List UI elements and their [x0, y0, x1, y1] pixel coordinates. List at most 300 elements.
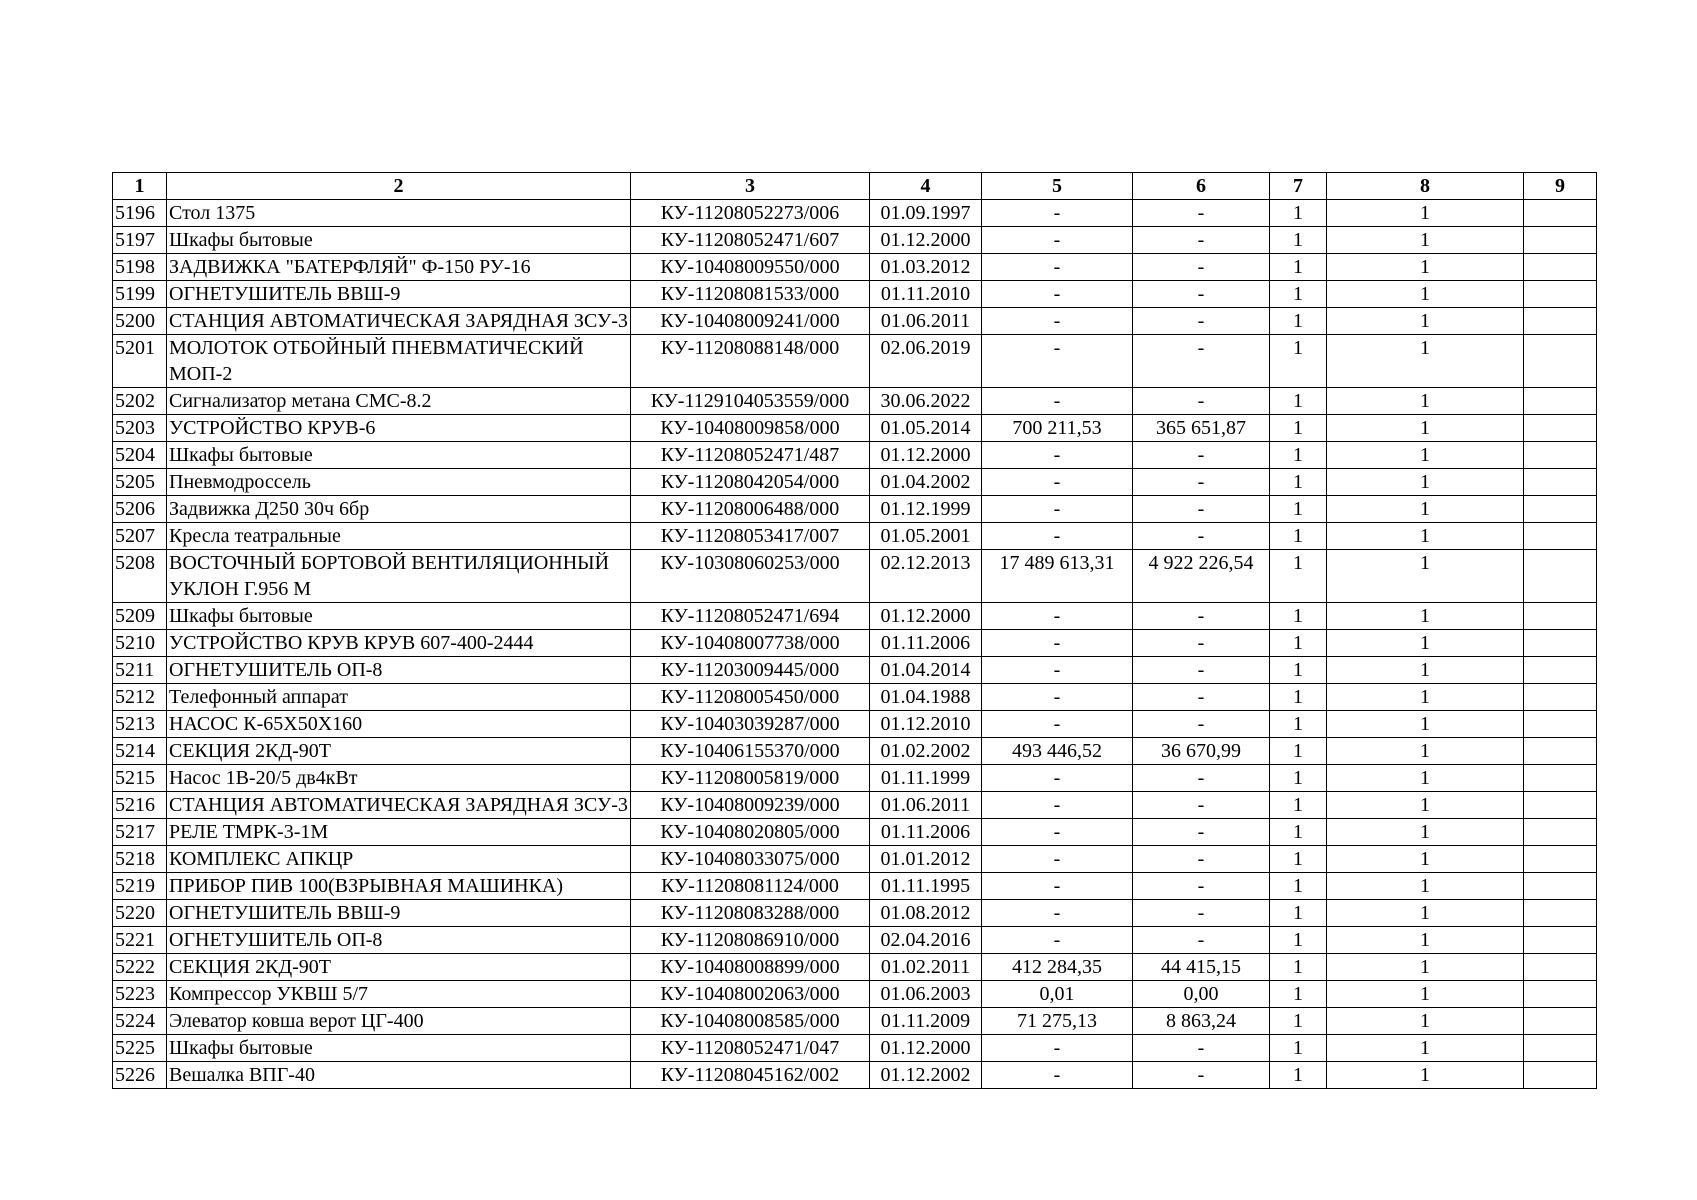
cell-date: 01.04.2002 [870, 469, 982, 496]
cell-qty-7: 1 [1270, 792, 1327, 819]
cell-value-5: - [982, 630, 1133, 657]
cell-date: 01.09.1997 [870, 200, 982, 227]
cell-value-6: - [1133, 1035, 1270, 1062]
cell-qty-7: 1 [1270, 873, 1327, 900]
cell-col-9 [1524, 738, 1597, 765]
cell-row-number: 5205 [113, 469, 167, 496]
table-row [113, 684, 1597, 711]
inventory-table [112, 172, 1597, 1089]
cell-value-5: - [982, 200, 1133, 227]
cell-qty-7: 1 [1270, 200, 1327, 227]
cell-value-5: - [982, 523, 1133, 550]
cell-col-9 [1524, 388, 1597, 415]
cell-value-6: - [1133, 819, 1270, 846]
cell-value-6: 44 415,15 [1133, 954, 1270, 981]
cell-item-name: СЕКЦИЯ 2КД-90Т [167, 954, 631, 981]
cell-qty-8: 1 [1327, 388, 1524, 415]
cell-value-6: - [1133, 630, 1270, 657]
cell-inventory-code: КУ-11208005819/000 [631, 765, 870, 792]
table-row [113, 711, 1597, 738]
cell-item-name: Шкафы бытовые [167, 1035, 631, 1062]
cell-date: 02.06.2019 [870, 335, 982, 388]
cell-value-6: 36 670,99 [1133, 738, 1270, 765]
header-cell-3: 3 [631, 173, 870, 200]
cell-qty-8: 1 [1327, 1035, 1524, 1062]
cell-value-6: - [1133, 254, 1270, 281]
table-row [113, 1008, 1597, 1035]
table-row [113, 738, 1597, 765]
cell-value-6: 0,00 [1133, 981, 1270, 1008]
cell-item-name: Сигнализатор метана СМС-8.2 [167, 388, 631, 415]
cell-inventory-code: КУ-11208052471/487 [631, 442, 870, 469]
cell-value-5: - [982, 846, 1133, 873]
cell-value-5: 493 446,52 [982, 738, 1133, 765]
cell-qty-7: 1 [1270, 254, 1327, 281]
cell-qty-7: 1 [1270, 927, 1327, 954]
cell-date: 02.12.2013 [870, 550, 982, 603]
header-cell-1: 1 [113, 173, 167, 200]
table-row [113, 819, 1597, 846]
cell-qty-7: 1 [1270, 469, 1327, 496]
cell-qty-8: 1 [1327, 523, 1524, 550]
cell-value-6: - [1133, 873, 1270, 900]
cell-inventory-code: КУ-11208052273/006 [631, 200, 870, 227]
cell-date: 01.08.2012 [870, 900, 982, 927]
cell-value-6: - [1133, 335, 1270, 388]
cell-item-name: ОГНЕТУШИТЕЛЬ ВВШ-9 [167, 900, 631, 927]
cell-col-9 [1524, 415, 1597, 442]
cell-date: 01.12.2000 [870, 442, 982, 469]
cell-value-6: - [1133, 711, 1270, 738]
cell-value-6: - [1133, 846, 1270, 873]
cell-qty-7: 1 [1270, 496, 1327, 523]
cell-qty-8: 1 [1327, 496, 1524, 523]
cell-inventory-code: КУ-10406155370/000 [631, 738, 870, 765]
cell-row-number: 5214 [113, 738, 167, 765]
cell-inventory-code: КУ-11208042054/000 [631, 469, 870, 496]
header-cell-5: 5 [982, 173, 1133, 200]
cell-value-5: - [982, 603, 1133, 630]
cell-col-9 [1524, 927, 1597, 954]
cell-value-6: - [1133, 388, 1270, 415]
table-row [113, 1035, 1597, 1062]
table-row [113, 281, 1597, 308]
cell-inventory-code: КУ-10408002063/000 [631, 981, 870, 1008]
cell-qty-8: 1 [1327, 657, 1524, 684]
table-row [113, 765, 1597, 792]
table-row [113, 308, 1597, 335]
cell-col-9 [1524, 765, 1597, 792]
cell-value-6: - [1133, 227, 1270, 254]
cell-item-name: Задвижка Д250 30ч 6бр [167, 496, 631, 523]
table-row [113, 900, 1597, 927]
cell-qty-8: 1 [1327, 765, 1524, 792]
cell-item-name: РЕЛЕ ТМРК-3-1М [167, 819, 631, 846]
cell-qty-7: 1 [1270, 657, 1327, 684]
cell-qty-7: 1 [1270, 281, 1327, 308]
cell-value-5: - [982, 308, 1133, 335]
header-cell-6: 6 [1133, 173, 1270, 200]
cell-value-6: - [1133, 792, 1270, 819]
cell-col-9 [1524, 227, 1597, 254]
cell-qty-7: 1 [1270, 227, 1327, 254]
table-row [113, 630, 1597, 657]
cell-item-name: ЗАДВИЖКА "БАТЕРФЛЯЙ" Ф-150 РУ-16 [167, 254, 631, 281]
cell-qty-8: 1 [1327, 738, 1524, 765]
cell-col-9 [1524, 281, 1597, 308]
cell-col-9 [1524, 1062, 1597, 1089]
cell-date: 01.12.1999 [870, 496, 982, 523]
table-row [113, 1062, 1597, 1089]
cell-row-number: 5213 [113, 711, 167, 738]
cell-item-name: Телефонный аппарат [167, 684, 631, 711]
cell-qty-8: 1 [1327, 900, 1524, 927]
cell-qty-7: 1 [1270, 711, 1327, 738]
cell-inventory-code: КУ-11208052471/047 [631, 1035, 870, 1062]
cell-inventory-code: КУ-10408033075/000 [631, 846, 870, 873]
table-row [113, 496, 1597, 523]
table-row [113, 927, 1597, 954]
cell-row-number: 5218 [113, 846, 167, 873]
cell-inventory-code: КУ-11208052471/607 [631, 227, 870, 254]
cell-row-number: 5206 [113, 496, 167, 523]
cell-qty-8: 1 [1327, 819, 1524, 846]
cell-value-6: - [1133, 765, 1270, 792]
cell-value-5: - [982, 442, 1133, 469]
cell-value-6: - [1133, 1062, 1270, 1089]
cell-qty-7: 1 [1270, 738, 1327, 765]
cell-date: 30.06.2022 [870, 388, 982, 415]
cell-date: 01.01.2012 [870, 846, 982, 873]
cell-qty-8: 1 [1327, 711, 1524, 738]
cell-value-5: - [982, 254, 1133, 281]
cell-qty-8: 1 [1327, 335, 1524, 388]
cell-item-name: УСТРОЙСТВО КРУВ КРУВ 607-400-2444 [167, 630, 631, 657]
cell-inventory-code: КУ-10308060253/000 [631, 550, 870, 603]
cell-row-number: 5203 [113, 415, 167, 442]
cell-inventory-code: КУ-11208086910/000 [631, 927, 870, 954]
cell-inventory-code: КУ-10408009239/000 [631, 792, 870, 819]
cell-row-number: 5219 [113, 873, 167, 900]
cell-qty-8: 1 [1327, 873, 1524, 900]
cell-value-6: - [1133, 308, 1270, 335]
table-row [113, 442, 1597, 469]
cell-date: 01.12.2000 [870, 227, 982, 254]
cell-date: 01.11.2009 [870, 1008, 982, 1035]
cell-value-5: - [982, 900, 1133, 927]
cell-value-5: - [982, 227, 1133, 254]
cell-value-5: - [982, 496, 1133, 523]
cell-qty-8: 1 [1327, 792, 1524, 819]
cell-item-name: НАСОС К-65Х50Х160 [167, 711, 631, 738]
cell-date: 01.11.2010 [870, 281, 982, 308]
cell-row-number: 5216 [113, 792, 167, 819]
cell-item-name: Кресла театральные [167, 523, 631, 550]
cell-col-9 [1524, 496, 1597, 523]
cell-date: 01.05.2014 [870, 415, 982, 442]
cell-col-9 [1524, 442, 1597, 469]
cell-qty-7: 1 [1270, 523, 1327, 550]
cell-value-5: - [982, 684, 1133, 711]
cell-date: 01.11.1995 [870, 873, 982, 900]
cell-qty-8: 1 [1327, 603, 1524, 630]
cell-value-6: - [1133, 469, 1270, 496]
cell-col-9 [1524, 550, 1597, 603]
cell-item-name: ОГНЕТУШИТЕЛЬ ОП-8 [167, 927, 631, 954]
cell-row-number: 5217 [113, 819, 167, 846]
cell-row-number: 5207 [113, 523, 167, 550]
cell-col-9 [1524, 1035, 1597, 1062]
cell-inventory-code: КУ-11208081533/000 [631, 281, 870, 308]
cell-qty-8: 1 [1327, 981, 1524, 1008]
header-cell-9: 9 [1524, 173, 1597, 200]
cell-value-6: - [1133, 900, 1270, 927]
cell-date: 01.02.2002 [870, 738, 982, 765]
cell-item-name: СТАНЦИЯ АВТОМАТИЧЕСКАЯ ЗАРЯДНАЯ ЗСУ-3 [167, 308, 631, 335]
cell-col-9 [1524, 603, 1597, 630]
cell-qty-7: 1 [1270, 308, 1327, 335]
cell-col-9 [1524, 1008, 1597, 1035]
cell-qty-7: 1 [1270, 415, 1327, 442]
cell-row-number: 5221 [113, 927, 167, 954]
table-row [113, 415, 1597, 442]
cell-inventory-code: КУ-11208045162/002 [631, 1062, 870, 1089]
cell-date: 01.12.2002 [870, 1062, 982, 1089]
cell-item-name: ОГНЕТУШИТЕЛЬ ОП-8 [167, 657, 631, 684]
cell-value-6: 4 922 226,54 [1133, 550, 1270, 603]
cell-inventory-code: КУ-10408008899/000 [631, 954, 870, 981]
cell-row-number: 5222 [113, 954, 167, 981]
cell-qty-8: 1 [1327, 1008, 1524, 1035]
cell-item-name: Элеватор ковша верот ЦГ-400 [167, 1008, 631, 1035]
cell-item-name: СТАНЦИЯ АВТОМАТИЧЕСКАЯ ЗАРЯДНАЯ ЗСУ-3 [167, 792, 631, 819]
cell-col-9 [1524, 523, 1597, 550]
cell-date: 02.04.2016 [870, 927, 982, 954]
cell-item-name: ВОСТОЧНЫЙ БОРТОВОЙ ВЕНТИЛЯЦИОННЫЙ УКЛОН Г.956 М [167, 550, 631, 603]
cell-value-5: - [982, 873, 1133, 900]
cell-row-number: 5211 [113, 657, 167, 684]
cell-inventory-code: КУ-10408009858/000 [631, 415, 870, 442]
cell-row-number: 5212 [113, 684, 167, 711]
table-row [113, 227, 1597, 254]
cell-inventory-code: КУ-10408008585/000 [631, 1008, 870, 1035]
cell-col-9 [1524, 873, 1597, 900]
table-row [113, 981, 1597, 1008]
cell-value-6: 365 651,87 [1133, 415, 1270, 442]
cell-col-9 [1524, 308, 1597, 335]
table-row [113, 335, 1597, 388]
cell-col-9 [1524, 657, 1597, 684]
cell-inventory-code: КУ-11208053417/007 [631, 523, 870, 550]
cell-qty-8: 1 [1327, 684, 1524, 711]
cell-row-number: 5224 [113, 1008, 167, 1035]
cell-value-6: - [1133, 442, 1270, 469]
table-row [113, 603, 1597, 630]
table-row [113, 469, 1597, 496]
cell-qty-8: 1 [1327, 1062, 1524, 1089]
cell-col-9 [1524, 954, 1597, 981]
cell-value-5: - [982, 657, 1133, 684]
cell-col-9 [1524, 900, 1597, 927]
cell-row-number: 5209 [113, 603, 167, 630]
cell-qty-7: 1 [1270, 954, 1327, 981]
header-cell-2: 2 [167, 173, 631, 200]
cell-qty-7: 1 [1270, 900, 1327, 927]
cell-row-number: 5197 [113, 227, 167, 254]
cell-inventory-code: КУ-10408009241/000 [631, 308, 870, 335]
cell-inventory-code: КУ-11208083288/000 [631, 900, 870, 927]
header-cell-7: 7 [1270, 173, 1327, 200]
cell-row-number: 5223 [113, 981, 167, 1008]
cell-qty-7: 1 [1270, 550, 1327, 603]
table-row [113, 873, 1597, 900]
cell-date: 01.11.1999 [870, 765, 982, 792]
cell-row-number: 5198 [113, 254, 167, 281]
cell-item-name: Вешалка ВПГ-40 [167, 1062, 631, 1089]
cell-item-name: Шкафы бытовые [167, 442, 631, 469]
cell-item-name: Компрессор УКВШ 5/7 [167, 981, 631, 1008]
cell-value-5: 412 284,35 [982, 954, 1133, 981]
cell-qty-7: 1 [1270, 335, 1327, 388]
cell-item-name: СЕКЦИЯ 2КД-90Т [167, 738, 631, 765]
cell-col-9 [1524, 846, 1597, 873]
table-row [113, 792, 1597, 819]
cell-value-5: 71 275,13 [982, 1008, 1133, 1035]
cell-date: 01.12.2010 [870, 711, 982, 738]
cell-item-name: МОЛОТОК ОТБОЙНЫЙ ПНЕВМАТИЧЕСКИЙ МОП-2 [167, 335, 631, 388]
cell-qty-8: 1 [1327, 442, 1524, 469]
cell-row-number: 5202 [113, 388, 167, 415]
header-row [113, 173, 1597, 200]
cell-col-9 [1524, 711, 1597, 738]
cell-col-9 [1524, 819, 1597, 846]
cell-row-number: 5204 [113, 442, 167, 469]
cell-value-5: 0,01 [982, 981, 1133, 1008]
cell-inventory-code: КУ-10403039287/000 [631, 711, 870, 738]
cell-qty-8: 1 [1327, 630, 1524, 657]
cell-qty-7: 1 [1270, 388, 1327, 415]
cell-qty-7: 1 [1270, 630, 1327, 657]
cell-qty-7: 1 [1270, 684, 1327, 711]
cell-value-5: - [982, 469, 1133, 496]
cell-date: 01.12.2000 [870, 1035, 982, 1062]
cell-qty-8: 1 [1327, 550, 1524, 603]
cell-value-6: - [1133, 496, 1270, 523]
cell-date: 01.11.2006 [870, 630, 982, 657]
table-row [113, 954, 1597, 981]
cell-qty-8: 1 [1327, 281, 1524, 308]
cell-qty-7: 1 [1270, 819, 1327, 846]
cell-item-name: Стол 1375 [167, 200, 631, 227]
cell-row-number: 5196 [113, 200, 167, 227]
cell-col-9 [1524, 981, 1597, 1008]
inventory-sheet [112, 172, 1597, 1089]
cell-col-9 [1524, 630, 1597, 657]
cell-date: 01.04.2014 [870, 657, 982, 684]
cell-row-number: 5200 [113, 308, 167, 335]
cell-row-number: 5220 [113, 900, 167, 927]
cell-value-5: - [982, 711, 1133, 738]
cell-row-number: 5208 [113, 550, 167, 603]
header-cell-4: 4 [870, 173, 982, 200]
cell-col-9 [1524, 335, 1597, 388]
cell-item-name: Насос 1В-20/5 дв4кВт [167, 765, 631, 792]
cell-row-number: 5201 [113, 335, 167, 388]
cell-col-9 [1524, 254, 1597, 281]
cell-qty-7: 1 [1270, 1008, 1327, 1035]
cell-qty-8: 1 [1327, 469, 1524, 496]
cell-value-5: - [982, 765, 1133, 792]
cell-value-5: - [982, 335, 1133, 388]
cell-row-number: 5215 [113, 765, 167, 792]
cell-inventory-code: КУ-10408007738/000 [631, 630, 870, 657]
cell-inventory-code: КУ-10408009550/000 [631, 254, 870, 281]
cell-date: 01.03.2012 [870, 254, 982, 281]
cell-col-9 [1524, 792, 1597, 819]
cell-value-6: - [1133, 927, 1270, 954]
cell-value-5: 17 489 613,31 [982, 550, 1133, 603]
cell-date: 01.12.2000 [870, 603, 982, 630]
cell-value-6: - [1133, 281, 1270, 308]
cell-inventory-code: КУ-10408020805/000 [631, 819, 870, 846]
cell-col-9 [1524, 200, 1597, 227]
cell-qty-7: 1 [1270, 442, 1327, 469]
cell-inventory-code: КУ-11208052471/694 [631, 603, 870, 630]
cell-date: 01.06.2011 [870, 308, 982, 335]
table-row [113, 388, 1597, 415]
cell-qty-7: 1 [1270, 765, 1327, 792]
cell-qty-8: 1 [1327, 927, 1524, 954]
table-row [113, 523, 1597, 550]
cell-inventory-code: КУ-11203009445/000 [631, 657, 870, 684]
cell-qty-8: 1 [1327, 227, 1524, 254]
cell-value-5: - [982, 792, 1133, 819]
header-cell-8: 8 [1327, 173, 1524, 200]
cell-value-6: - [1133, 657, 1270, 684]
cell-qty-8: 1 [1327, 954, 1524, 981]
cell-row-number: 5199 [113, 281, 167, 308]
table-row [113, 254, 1597, 281]
cell-value-6: 8 863,24 [1133, 1008, 1270, 1035]
cell-qty-8: 1 [1327, 308, 1524, 335]
table-row [113, 200, 1597, 227]
cell-qty-8: 1 [1327, 846, 1524, 873]
cell-row-number: 5225 [113, 1035, 167, 1062]
cell-item-name: УСТРОЙСТВО КРУВ-6 [167, 415, 631, 442]
cell-value-6: - [1133, 684, 1270, 711]
cell-inventory-code: КУ-11208088148/000 [631, 335, 870, 388]
cell-value-5: - [982, 388, 1133, 415]
table-row [113, 550, 1597, 603]
table-row [113, 846, 1597, 873]
cell-item-name: КОМПЛЕКС АПКЦР [167, 846, 631, 873]
cell-value-5: - [982, 819, 1133, 846]
cell-qty-7: 1 [1270, 1062, 1327, 1089]
cell-item-name: Шкафы бытовые [167, 603, 631, 630]
cell-item-name: Пневмодроссель [167, 469, 631, 496]
cell-inventory-code: КУ-1129104053559/000 [631, 388, 870, 415]
cell-qty-8: 1 [1327, 415, 1524, 442]
table-body [113, 200, 1597, 1089]
cell-date: 01.05.2001 [870, 523, 982, 550]
cell-value-5: 700 211,53 [982, 415, 1133, 442]
cell-col-9 [1524, 469, 1597, 496]
cell-qty-7: 1 [1270, 981, 1327, 1008]
cell-date: 01.06.2003 [870, 981, 982, 1008]
cell-date: 01.11.2006 [870, 819, 982, 846]
cell-value-6: - [1133, 200, 1270, 227]
cell-qty-8: 1 [1327, 254, 1524, 281]
